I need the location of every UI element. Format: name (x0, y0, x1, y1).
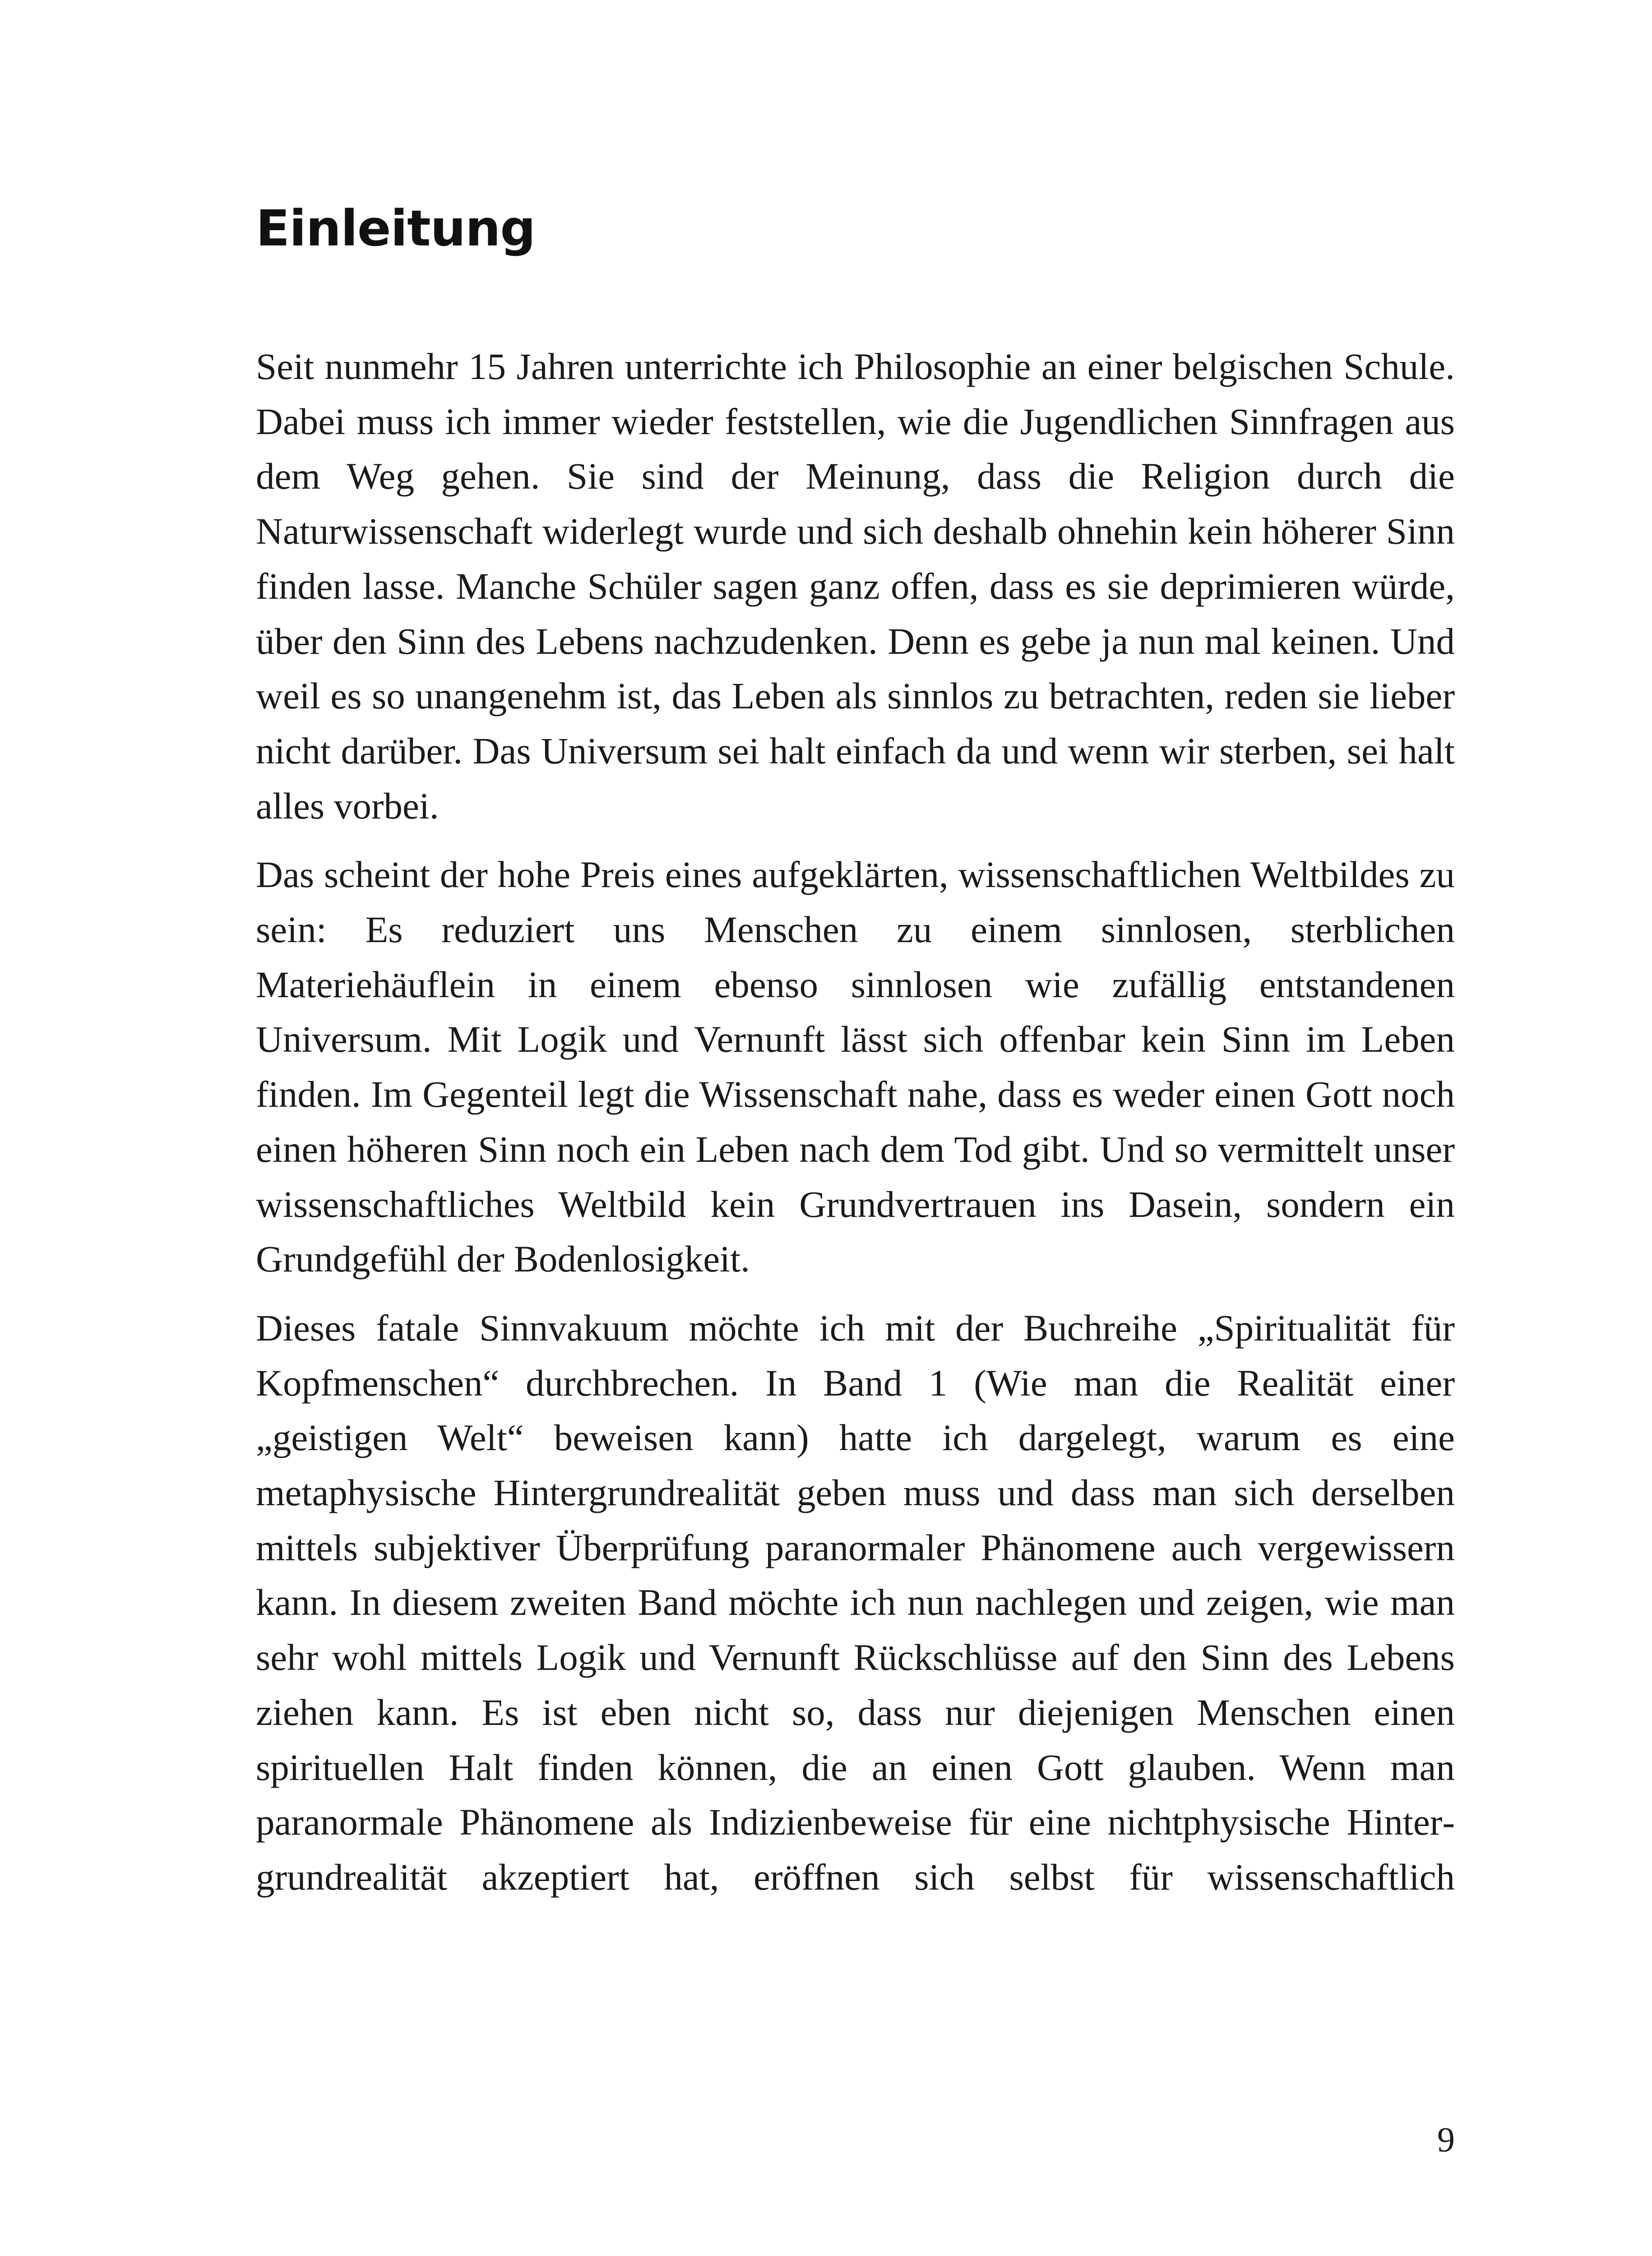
body-text (256, 339, 1455, 1919)
chapter-heading: Einleitung (256, 199, 536, 257)
paragraph-1: Seit nunmehr 15 Jahren unterrichte ich Philosophie an einer belgischen Schule. Dabei muss ich immer wieder feststellen, wie die Jugendlichen Sinnfragen aus dem Weg gehen. Sie sind der Meinung, dass die Religion durch die Naturwissenschaft widerlegt wurde und sich deshalb ohnehin kein höherer Sinn finden lasse. Manche Schüler sagen ganz offen, dass es sie deprimieren würde, über den Sinn des Lebens nachzudenken. Denn es gebe ja nun mal keinen. Und weil es so unangenehm ist, das Leben als sinnlos zu betrachten, reden sie lieber nicht darüber. Das Universum sei halt einfach da und wenn wir sterben, sei halt alles vorbei. (256, 346, 1455, 827)
page-number: 9 (1437, 2120, 1455, 2159)
paragraph-2: Das scheint der hohe Preis eines aufgeklärten, wissenschaftlichen Weltbildes zu sein: Es reduziert uns Menschen zu einem sinnlosen, sterblichen Materiehäuflein in einem ebenso sinnlosen wie zufällig entstandenen Universum. Mit Logik und Vernunft lässt sich offenbar kein Sinn im Leben finden. Im Gegenteil legt die Wissenschaft nahe, dass es weder einen Gott noch einen höheren Sinn noch ein Leben nach dem Tod gibt. Und so vermittelt unser wissenschaftliches Weltbild kein Grundvertrauen ins Dasein, sondern ein Grundgefühl der Bodenlosigkeit. (256, 854, 1455, 1280)
paragraph-3: Dieses fatale Sinnvakuum möchte ich mit der Buchreihe „Spiritualität für Kopfmenschen“ durchbrechen. In Band 1 (Wie man die Realität einer „geistigen Welt“ beweisen kann) hatte ich dargelegt, warum es eine metaphysische Hintergrundrealität geben muss und dass man sich derselben mittels subjektiver Überprüfung paranormaler Phänomene auch vergewissern kann. In diesem zweiten Band möchte ich nun nachlegen und zeigen, wie man sehr wohl mittels Logik und Vernunft Rückschlüsse auf den Sinn des Lebens ziehen kann. Es ist eben nicht so, dass nur diejenigen Menschen einen spirituellen Halt finden können, die an einen Gott glauben. Wenn man paranormale Phänomene als Indizienbeweise für eine nichtphysische Hintergrundrealität akzeptiert hat, eröffnen sich selbst für wissenschaftlich (256, 1307, 1455, 1898)
